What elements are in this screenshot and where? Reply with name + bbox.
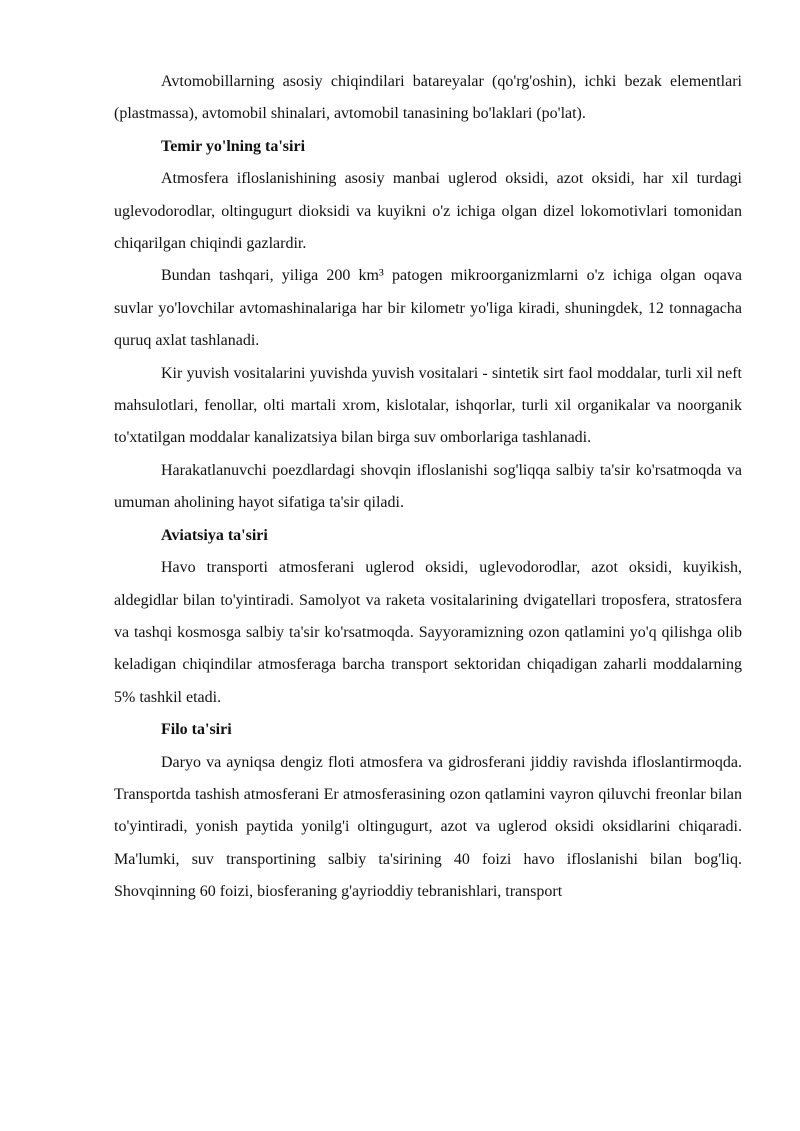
paragraph-diesel-emissions: Atmosfera ifloslanishining asosiy manbai uglerod oksidi, azot oksidi, har xil turdagi uglevodorodlar, oltingugurt dioksidi va kuyikni o'z ichiga olgan dizel lokomotivlari tomonidan chiqarilgan chiqindi gazlardir. (114, 170, 742, 253)
paragraph-train-noise: Harakatlanuvchi poezdlardagi shovqin ifloslanishi sog'liqqa salbiy ta'sir ko'rsatmoqda va umuman aholining hayot sifatiga ta'sir qiladi. (114, 461, 742, 512)
heading-aviation-impact: Aviatsiya ta'siri (161, 526, 268, 544)
paragraph-water-transport: Daryo va ayniqsa dengiz floti atmosfera va gidrosferani jiddiy ravishda ifloslantirmoqda. Transportda tashish atmosferani Er atmosferasining ozon qatlamini vayron qiluvchi freonlar bilan to'yintiradi, yonish paytida yonilg'i oltingugurt, azot va uglerod oksidi oksidlarini chiqaradi. Ma'lumki, suv transportining salbiy ta'sirining 40 foizi havo ifloslanishi bilan bog'liq. Shovqinning 60 foizi, biosferaning g'ayrioddiy tebranishlari, transport (114, 753, 742, 901)
paragraph-detergents: Kir yuvish vositalarini yuvishda yuvish vositalari - sintetik sirt faol moddalar, turli xil neft mahsulotlari, fenollar, olti martali xrom, kislotalar, ishqorlar, turli xil organikalar va noorganik to'xtatilgan moddalar kanalizatsiya bilan birga suv omborlariga tashlanadi. (114, 364, 742, 447)
heading-railway-impact: Temir yo'lning ta'siri (161, 137, 306, 155)
heading-fleet-impact: Filo ta'siri (161, 721, 232, 739)
paragraph-car-waste: Avtomobillarning asosiy chiqindilari batareyalar (qo'rg'oshin), ichki bezak elementlari (plastmassa), avtomobil shinalari, avtomobil tanasining bo'laklari (po'lat). (114, 73, 742, 123)
paragraph-wastewater: Bundan tashqari, yiliga 200 km³ patogen mikroorganizmlarni o'z ichiga olgan oqava suvlar yo'lovchilar avtomashinalariga har bir kilometr yo'liga kiradi, shuningdek, 12 tonnagacha quruq axlat tashlanadi. (114, 267, 742, 350)
paragraph-air-transport: Havo transporti atmosferani uglerod oksidi, uglevodorodlar, azot oksidi, kuyikish, aldegidlar bilan to'yintiradi. Samolyot va raketa vositalarining dvigatellari troposfera, stratosfera va tashqi kosmosga salbiy ta'sir ko'rsatmoqda. Sayyoramizning ozon qatlamini yo'q qilishga olib keladigan chiqindilar atmosferaga barcha transport sektoridan chiqadigan zaharli moddalarning 5% tashkil etadi. (114, 559, 742, 706)
document-page (114, 66, 742, 909)
